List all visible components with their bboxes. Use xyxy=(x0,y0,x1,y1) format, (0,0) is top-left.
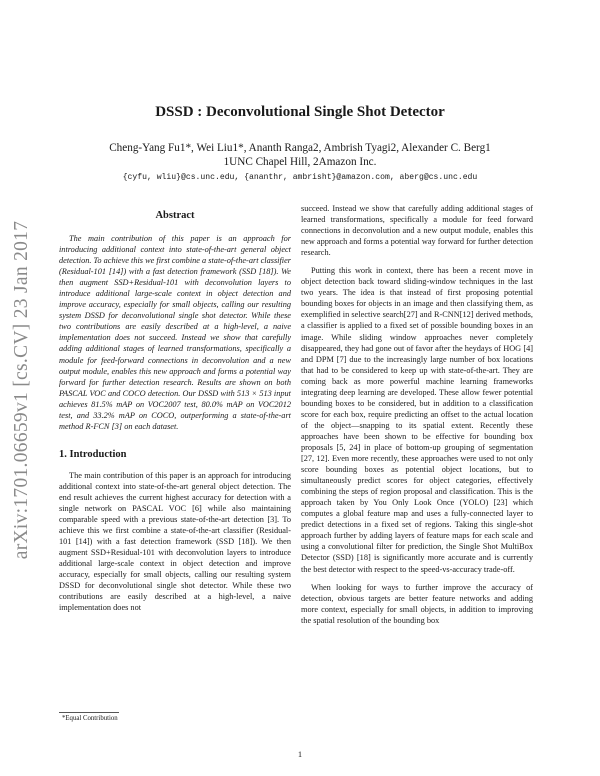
arxiv-id-text: arXiv:1701.06659v1 [cs.CV] 23 Jan 2017 xyxy=(11,220,32,560)
right-column xyxy=(301,203,533,626)
introduction-heading: 1. Introduction xyxy=(59,448,127,460)
author-list: Cheng-Yang Fu1*, Wei Liu1*, Ananth Ranga2, Ambrish Tyagi2, Alexander C. Berg1 xyxy=(109,142,491,154)
body-paragraph: When looking for ways to further improve the accuracy of detection, obvious targets are better feature networks and adding more context, especially for small objects, in addition to improving the spatial resolution of the bounding box xyxy=(301,582,533,625)
affiliations: 1UNC Chapel Hill, 2Amazon Inc. xyxy=(223,156,377,168)
introduction-text: The main contribution of this paper is an approach for introducing additional context into state-of-the-art general object detection. The end result achieves the current highest accuracy for detection with a single network on PASCAL VOC [6] while also maintaining comparable speed with a previous state-of-the-art detection [3]. To achieve this we first combine a state-of-the-art classifier (Residual-101 [14]) with a fast detection framework (SSD [18]). We then augment SSD+Residual-101 with deconvolution layers to introduce additional large-scale context in object detection and improve accuracy, especially for small objects, calling our resulting system DSSD for deconvolutional single shot detector. While these two contributions are easily described at a high-level, a naive implementation does not xyxy=(59,470,291,613)
left-column xyxy=(59,204,291,613)
author-block xyxy=(0,141,600,169)
author-emails: {cyfu, wliu}@cs.unc.edu, {ananthr, ambrisht}@amazon.com, aberg@cs.unc.edu xyxy=(122,173,478,182)
abstract-text: The main contribution of this paper is an approach for introducing additional context into state-of-the-art general object detection. To achieve this we first combine a state-of-the-art classifier (Residual-101 [14]) with a fast detection framework (SSD [18]). We then augment SSD+Residual-101 with deconvolution layers to introduce additional large-scale context in object detection and improve accuracy, especially for small objects, calling our resulting system DSSD for deconvolutional single shot detector. While these two contributions are easily described at a high-level, a naive implementation does not succeed. Instead we show that carefully adding additional stages of learned transformations, specifically a module for feed-forward connections in deconvolution and a new output module, enables this new approach and forms a potential way forward for further detection research. Results are shown on both PASCAL VOC and COCO detection. Our DSSD with 513 × 513 input achieves 81.5% mAP on VOC2007 test, 80.0% mAP on VOC2012 test, and 33.2% mAP on COCO, outperforming a state-of-the-art method R-FCN [3] on each dataset. xyxy=(59,234,291,431)
abstract-heading: Abstract xyxy=(155,210,195,221)
body-paragraph: Putting this work in context, there has been a recent move in object detection back toward sliding-window techniques in the last two years. The idea is that instead of first proposing potential bounding boxes for objects in an image and then classifying them, as exemplified in selective search[27] and R-CNN[12] derived methods, a classifier is applied to a fixed set of possible bounding boxes in an image. While sliding window approaches never completely disappeared, they had gone out of favor after the heydays of HOG [4] and DPM [7] due to the increasingly large number of box locations that had to be considered to keep up with state-of-the-art. They are coming back as more powerful machine learning frameworks integrating deep learning are developed. These allow fewer potential bounding boxes to be considered, but in addition to a classification score for each box, require predicting an offset to the actual location of the object—snapping to its spatial extent. Recently these approaches have been shown to be effective for bounding box proposals [5, 24] in place of bottom-up grouping of segmentation [27, 12]. Even more recently, these approaches were used to not only score bounding boxes as potential object locations, but to simultaneously predict scores for object categories, effectively combining the steps of region proposal and classification. This is the approach taken by You Only Look Once (YOLO) [23] which computes a global feature map and uses a fully-connected layer to predict detections in a fixed set of regions. Taking this single-shot approach further by adding layers of feature maps for each scale and using a convolutional filter for prediction, the Single Shot MultiBox Detector (SSD) [18] is significantly more accurate and is currently the best detector with respect to the speed-vs-accuracy trade-off. xyxy=(301,266,533,574)
footnote: *Equal Contribution xyxy=(62,715,118,722)
body-paragraph: succeed. Instead we show that carefully adding additional stages of learned transformations, specifically a module for feed forward connections in deconvolution and a new output module, enables this new approach and forms a potential way forward for further detection research. xyxy=(301,204,533,258)
page-number: 1 xyxy=(297,749,303,759)
footnote-rule xyxy=(59,712,119,713)
paper-title: DSSD : Deconvolutional Single Shot Detector xyxy=(155,104,445,120)
arxiv-identifier xyxy=(10,205,34,575)
